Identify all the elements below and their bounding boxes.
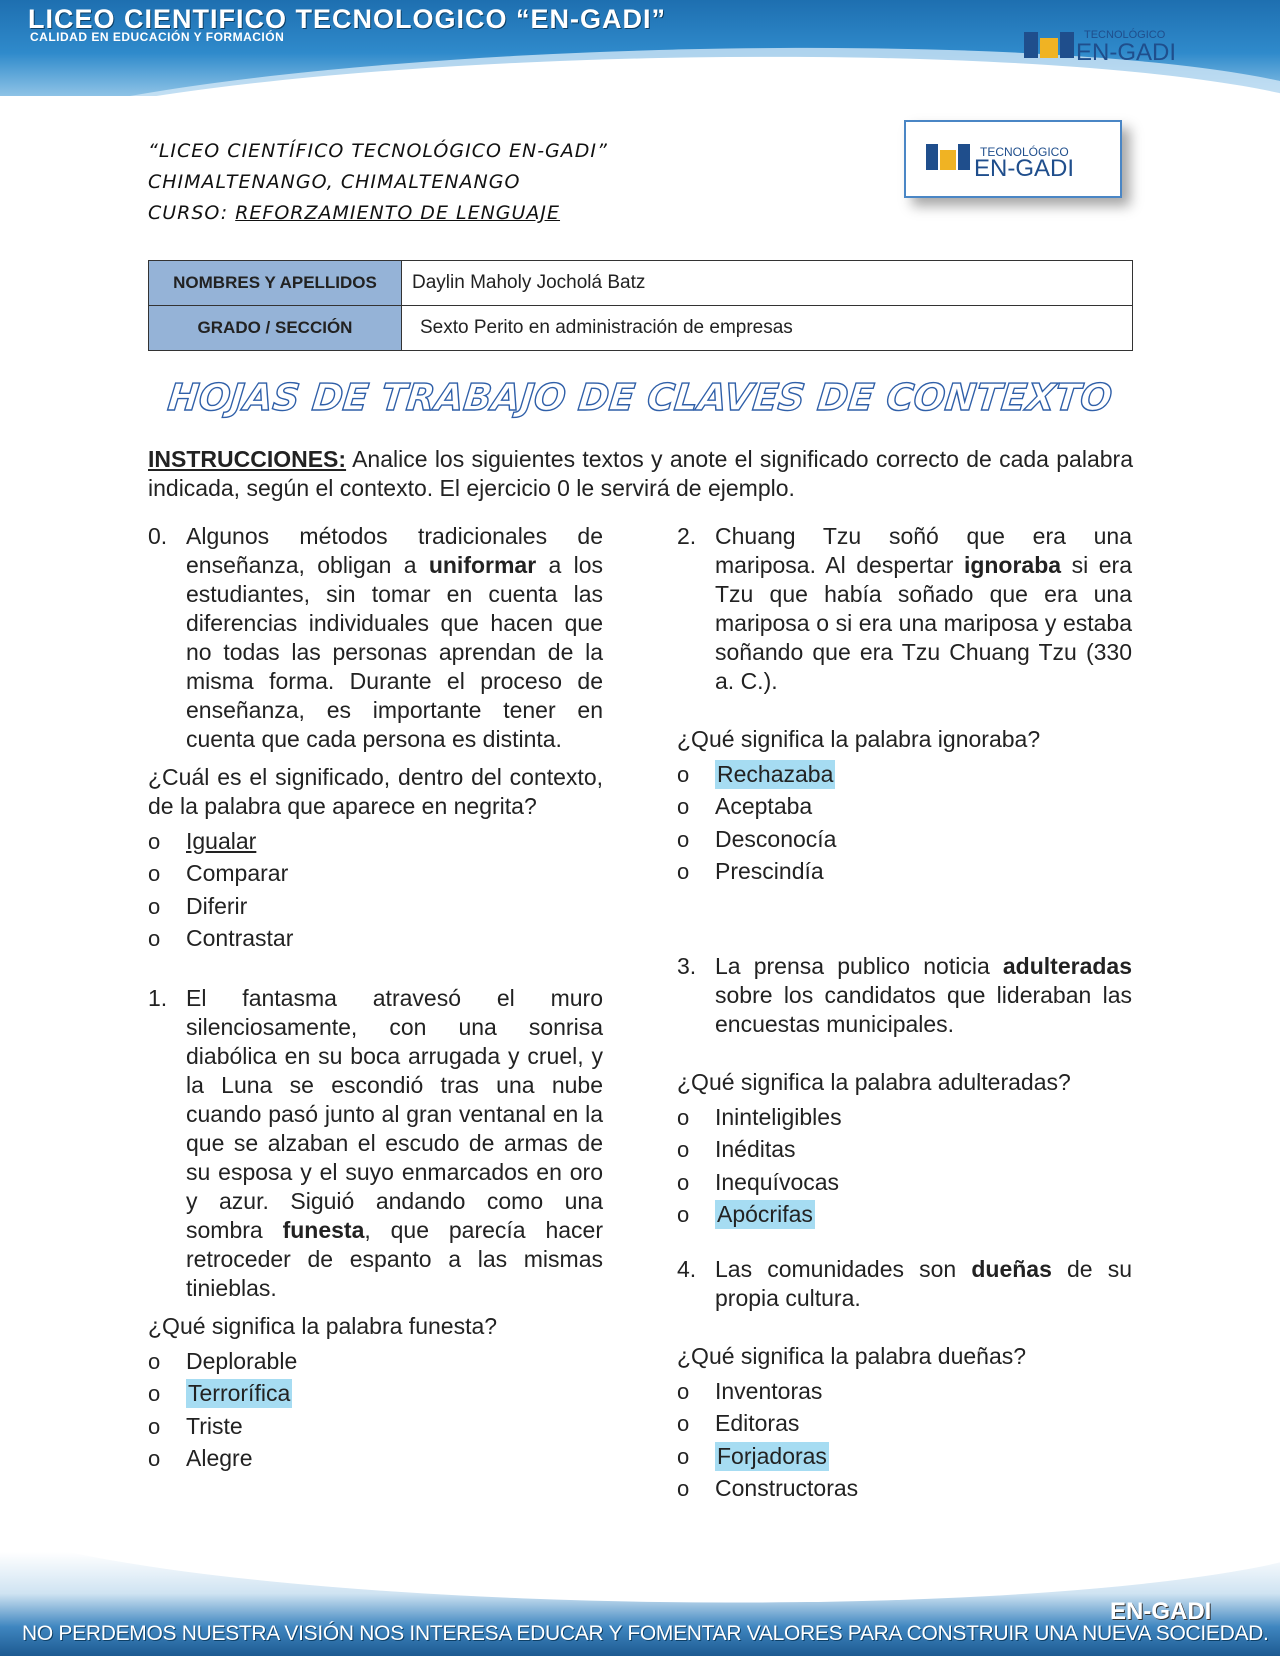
list-item [677,856,1132,889]
instructions-text: Analice los siguientes textos y anote el significado correcto de cada palabra indicada, según el contexto. El ejercicio 0 le servirá de ejemplo. [148,446,1133,501]
bullet-icon: o [677,1411,690,1437]
question-number: 3. [677,953,697,979]
key-word: adulteradas [1002,953,1132,979]
engadi-logo-icon [906,122,1120,196]
school-logo-box [904,120,1122,198]
text-post: de su propia cultura. [715,1256,1132,1311]
key-word: dueñas [971,1256,1052,1282]
bullet-icon: o [148,926,161,952]
bullet-icon: o [148,1348,161,1374]
header-banner [0,0,1280,96]
list-item [677,1134,1132,1167]
bullet-icon: o [148,828,161,854]
key-word: uniformar [428,552,537,578]
question-number: 0. [148,523,168,549]
question-text [186,984,603,1303]
list-item [148,1378,603,1411]
option-list [677,758,1132,888]
option-text-highlighted: Terrorífica [188,1380,291,1407]
banner-subtitle: CALIDAD EN EDUCACIÓN Y FORMACIÓN [30,30,285,44]
option-text: Alegre [186,1445,253,1472]
footer-logo: EN-GADI [1110,1598,1212,1625]
worksheet-title: HOJAS DE TRABAJO DE CLAVES DE CONTEXTO [165,376,1115,419]
list-item [677,1101,1132,1134]
option-text-highlighted: Forjadoras [717,1442,827,1469]
question-text [186,522,603,754]
student-grade: Sexto Perito en administración de empresas [402,306,1133,351]
bullet-icon: o [677,1169,690,1195]
list-item [677,1408,1132,1441]
grade-label: GRADO / SECCIÓN [149,306,402,351]
bullet-icon: o [677,1137,690,1163]
option-text: Inequívocas [715,1168,840,1195]
question-prompt: ¿Qué significa la palabra adulteradas? [677,1069,1071,1095]
right-column [677,522,1132,1505]
text-post: , que parecía hacer retroceder de espanto a las mismas tinieblas. [186,1217,604,1301]
question-prompt: ¿Qué significa la palabra funesta? [148,1313,498,1339]
bullet-icon: o [148,1446,161,1472]
table-row [149,261,1133,306]
text-pre: Algunos métodos tradicionales de enseñanza, obligan a [186,523,603,578]
key-word: funesta [282,1217,365,1243]
option-text: Editoras [715,1410,800,1437]
question-number: 2. [677,523,697,549]
school-location: CHIMALTENANGO, CHIMALTENANGO [148,171,521,193]
list-item [677,823,1132,856]
text-post: si era Tzu que había soñado que era una mariposa o si era una mariposa y estaba soñando que era Tzu Chuang Tzu (330 a. C.). [715,552,1132,694]
option-text: Deplorable [186,1347,298,1374]
bullet-icon: o [677,1476,690,1502]
list-item [148,923,603,956]
text-pre: Chuang Tzu soñó que era una mariposa. Al despertar [715,523,1132,578]
course-name: REFORZAMIENTO DE LENGUAJE [235,202,561,224]
student-name: Daylin Maholy Jocholá Batz [402,261,1133,306]
question-text [715,1255,1132,1313]
option-text: Comparar [186,860,289,887]
footer-banner [0,1552,1280,1656]
question-4 [677,1255,1132,1313]
list-item [677,1166,1132,1199]
option-text: Triste [186,1412,243,1439]
list-item [677,1199,1132,1232]
list-item [148,1410,603,1443]
option-text: Constructoras [715,1475,859,1502]
question-1 [148,984,603,1303]
option-list [677,1375,1132,1505]
footer-motto: NO PERDEMOS NUESTRA VISIÓN NOS INTERESA EDUCAR Y FOMENTAR VALORES PARA CONSTRUIR UNA NUEVA SOCIEDAD. [22,1622,1269,1645]
engadi-logo-icon [1024,24,1260,64]
question-0 [148,522,603,754]
option-list [148,1345,603,1475]
option-text: Ininteligibles [715,1103,842,1130]
bullet-icon: o [677,794,690,820]
school-name: “LICEO CIENTÍFICO TECNOLÓGICO EN-GADI” [148,140,608,162]
question-prompt: ¿Qué significa la palabra ignoraba? [677,726,1041,752]
option-text: Prescindía [715,858,824,885]
list-item [148,1443,603,1476]
text-pre: El fantasma atravesó el muro silenciosamente, con una sonrisa diabólica en su boca arrugada y cruel, y la Luna se escondió tras una nube cuando pasó junto al gran ventanal en la que se alzaban el escudo de armas de su esposa y el suyo enmarcados en oro y azur. Siguió andando como una sombra [186,985,603,1243]
question-prompt: ¿Qué significa la palabra dueñas? [677,1343,1027,1369]
text-post: a los estudiantes, sin tomar en cuenta las diferencias individuales que hacen que no todas las personas aprendan de la misma forma. Durante el proceso de enseñanza, es importante tener en cuenta que cada persona es distinta. [186,552,603,752]
bullet-icon: o [677,761,690,787]
option-text: Contrastar [186,925,294,952]
option-text: Aceptaba [715,793,813,820]
list-item [148,1345,603,1378]
table-row [149,306,1133,351]
option-text-highlighted: Rechazaba [717,760,834,787]
course-label: CURSO: [148,202,236,224]
bullet-icon: o [677,826,690,852]
list-item [677,1440,1132,1473]
instructions [148,445,1133,503]
bullet-icon: o [677,859,690,885]
option-text-highlighted: Apócrifas [717,1201,813,1228]
list-item [677,1473,1132,1506]
option-text: Inéditas [715,1136,796,1163]
banner-logo-main: EN-GADI [1076,39,1177,64]
text-post: sobre los candidatos que lideraban las encuestas municipales. [715,982,1132,1037]
text-pre: La prensa publico noticia [715,953,1003,979]
name-label: NOMBRES Y APELLIDOS [149,261,402,306]
question-number: 4. [677,1256,697,1282]
option-text: Inventoras [715,1377,823,1404]
list-item [148,890,603,923]
question-text [715,522,1132,696]
option-text: Igualar [186,827,257,854]
course-line [148,202,560,224]
left-column [148,522,603,1475]
instructions-label: INSTRUCCIONES: [148,446,347,472]
text-pre: Las comunidades son [715,1256,972,1282]
list-item [677,791,1132,824]
list-item [677,1375,1132,1408]
banner-logo-top: TECNOLÓGICO [1084,29,1166,41]
student-info-table [148,260,1133,351]
option-list [148,825,603,955]
key-word: ignoraba [963,552,1062,578]
question-3 [677,952,1132,1039]
option-text: Desconocía [715,825,837,852]
question-text [715,952,1132,1039]
option-text: Diferir [186,892,248,919]
option-list [677,1101,1132,1231]
bullet-icon: o [148,1381,161,1407]
bullet-icon: o [677,1104,690,1130]
question-number: 1. [148,985,168,1011]
footer-wave [0,1552,1280,1612]
banner-title: LICEO CIENTIFICO TECNOLOGICO “EN-GADI” [28,4,666,34]
question-prompt: ¿Cuál es el significado, dentro del contexto, de la palabra que aparece en negrita? [148,764,603,819]
bullet-icon: o [677,1202,690,1228]
bullet-icon: o [148,893,161,919]
list-item [148,825,603,858]
logo-main-text: EN-GADI [974,155,1075,182]
list-item [677,758,1132,791]
bullet-icon: o [148,861,161,887]
bullet-icon: o [677,1378,690,1404]
question-2 [677,522,1132,696]
logo-top-text: TECNOLÓGICO [980,145,1069,159]
list-item [148,858,603,891]
bullet-icon: o [677,1443,690,1469]
bullet-icon: o [148,1413,161,1439]
